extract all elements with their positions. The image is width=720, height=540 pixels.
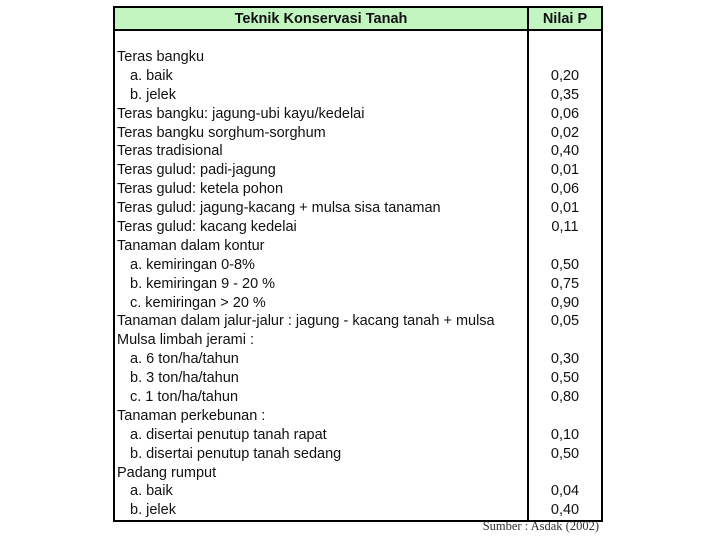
p-value: 0,50 — [550, 445, 580, 462]
technique-label: a. 6 ton/ha/tahun — [130, 351, 239, 368]
technique-label: a. baik — [130, 67, 173, 84]
technique-label: Teras bangku sorghum-sorghum — [117, 124, 326, 141]
p-value: 0,01 — [550, 200, 580, 217]
table-row — [115, 256, 601, 275]
p-value: 0,10 — [550, 426, 580, 443]
p-value: 0,40 — [550, 502, 580, 519]
table-row — [115, 218, 601, 237]
table-row — [115, 48, 601, 67]
technique-label: Teras bangku: jagung-ubi kayu/kedelai — [117, 105, 365, 122]
table-row — [115, 124, 601, 143]
table-row — [115, 86, 601, 105]
header-value: Nilai P — [542, 11, 588, 27]
table-row — [115, 180, 601, 199]
p-value: 0,20 — [550, 67, 580, 84]
header-technique: Teknik Konservasi Tanah — [234, 11, 408, 27]
technique-label: Teras gulud: ketela pohon — [117, 181, 284, 198]
technique-label: a. baik — [130, 483, 173, 500]
technique-label: b. 3 ton/ha/tahun — [130, 370, 239, 387]
p-value: 0,02 — [550, 124, 580, 141]
table-row — [115, 294, 601, 313]
p-value: 0,50 — [550, 256, 580, 273]
conservation-table — [113, 6, 603, 522]
p-value: 0,06 — [550, 181, 580, 198]
table-row — [115, 331, 601, 350]
technique-label: Teras gulud: jagung-kacang + mulsa sisa tanaman — [117, 200, 441, 217]
technique-label: b. jelek — [130, 86, 176, 103]
table-row — [115, 388, 601, 407]
technique-label: Teras gulud: padi-jagung — [117, 162, 276, 179]
table-row — [115, 161, 601, 180]
technique-label: c. kemiringan > 20 % — [130, 294, 266, 311]
technique-label: Padang rumput — [117, 464, 217, 481]
technique-label: Tanaman perkebunan : — [117, 407, 266, 424]
p-value: 0,40 — [550, 143, 580, 160]
technique-label: b. kemiringan 9 - 20 % — [130, 275, 276, 292]
p-value: 0,90 — [550, 294, 580, 311]
table-row — [115, 445, 601, 464]
p-value: 0,05 — [550, 313, 580, 330]
table-row — [115, 501, 601, 520]
technique-label: Teras bangku — [117, 49, 205, 65]
technique-label: Tanaman dalam kontur — [117, 237, 265, 254]
p-value: 0,06 — [550, 105, 580, 122]
technique-label: a. kemiringan 0-8% — [130, 256, 255, 273]
technique-label: a. disertai penutup tanah rapat — [130, 426, 327, 443]
p-value: 0,50 — [550, 370, 580, 387]
p-value: 0,01 — [550, 162, 580, 179]
technique-label: b. disertai penutup tanah sedang — [130, 445, 342, 462]
table-row — [115, 350, 601, 369]
table-row — [115, 142, 601, 161]
p-value: 0,04 — [550, 483, 580, 500]
table-row — [115, 199, 601, 218]
table-row — [115, 407, 601, 426]
technique-label: Teras gulud: kacang kedelai — [117, 219, 297, 236]
table-row — [115, 105, 601, 124]
technique-label: Teras tradisional — [117, 143, 223, 160]
table-row — [115, 369, 601, 388]
table-row — [115, 237, 601, 256]
technique-label: c. 1 ton/ha/tahun — [130, 389, 239, 406]
table-row — [115, 312, 601, 331]
technique-label: Mulsa limbah jerami : — [117, 332, 254, 349]
technique-label: Tanaman dalam jalur-jalur : jagung - kacang tanah + mulsa — [117, 313, 495, 330]
p-value: 0,75 — [550, 275, 580, 292]
table-row — [115, 275, 601, 294]
table-row — [115, 426, 601, 445]
technique-label: b. jelek — [130, 502, 176, 519]
p-value: 0,11 — [551, 219, 579, 236]
p-value: 0,35 — [550, 86, 580, 103]
table-body — [115, 48, 601, 520]
p-value: 0,80 — [550, 389, 580, 406]
table-row — [115, 67, 601, 86]
p-value: 0,30 — [550, 351, 580, 368]
table-row — [115, 482, 601, 501]
source-note: Sumber : Asdak (2002) — [482, 519, 599, 533]
table-row — [115, 464, 601, 483]
